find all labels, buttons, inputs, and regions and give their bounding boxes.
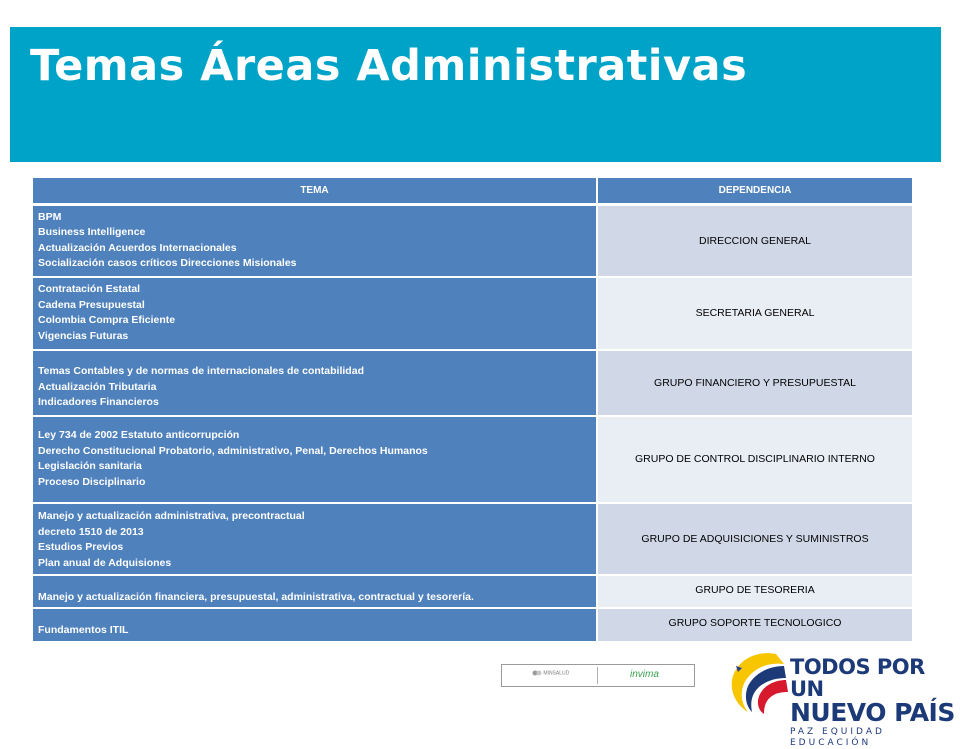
dependencia-cell: SECRETARIA GENERAL bbox=[597, 277, 912, 350]
tema-line: Derecho Constitucional Probatorio, administrativo, Penal, Derechos Humanos bbox=[38, 444, 428, 457]
tema-line: decreto 1510 de 2013 bbox=[38, 525, 144, 538]
tema-line bbox=[38, 354, 591, 364]
table-row bbox=[33, 350, 912, 416]
tema-line: Legislación sanitaria bbox=[38, 460, 142, 472]
tema-line: Colombia Compra Eficiente bbox=[38, 314, 176, 326]
tema-line: BPM bbox=[38, 210, 62, 223]
colombia-flag-swoosh-icon bbox=[728, 646, 790, 716]
tema-line: Cadena Presupuestal bbox=[38, 298, 145, 311]
header-tema: TEMA bbox=[33, 178, 597, 205]
tema-line: Business Intelligence bbox=[38, 226, 146, 239]
brand-line-2: NUEVO PAÍS bbox=[790, 698, 955, 727]
partner-logos bbox=[501, 664, 695, 687]
tema-cell bbox=[33, 608, 597, 642]
minsalud-emblem-icon bbox=[532, 670, 542, 676]
tema-line: Vigencias Futuras bbox=[38, 329, 129, 342]
tema-cell bbox=[33, 416, 597, 503]
tema-line: Ley 734 de 2002 Estatuto anticorrupción bbox=[38, 429, 240, 441]
tema-line: Actualización Acuerdos Internacionales bbox=[38, 241, 237, 254]
table-row bbox=[33, 205, 912, 277]
minsalud-logo-text: MINSALUD bbox=[543, 670, 570, 677]
temas-table bbox=[33, 178, 912, 643]
tema-line: Estudios Previos bbox=[38, 541, 124, 553]
table-row bbox=[33, 575, 912, 609]
brand-line-3: PAZ EQUIDAD EDUCACIÓN bbox=[790, 727, 885, 748]
tema-line: Temas Contables y de normas de internacionales de contabilidad bbox=[38, 365, 364, 378]
table-row bbox=[33, 608, 912, 642]
slide-title: Temas Áreas Administrativas bbox=[30, 41, 748, 91]
tema-line: Indicadores Financieros bbox=[38, 396, 159, 409]
header-dependencia: DEPENDENCIA bbox=[597, 178, 912, 205]
tema-line: Manejo y actualización administrativa, precontractual bbox=[38, 510, 305, 522]
brand-slogan bbox=[790, 656, 960, 749]
tema-line bbox=[38, 611, 591, 623]
table-row bbox=[33, 277, 912, 350]
title-banner bbox=[10, 27, 941, 162]
tema-line: Proceso Disciplinario bbox=[38, 475, 146, 488]
tema-line: Plan anual de Adquisiones bbox=[38, 556, 172, 569]
invima-logo: invima bbox=[630, 669, 659, 680]
tema-cell bbox=[33, 350, 597, 416]
tema-line: Manejo y actualización financiera, presupuestal, administrativa, contractual y tesorería. bbox=[38, 590, 474, 603]
minsalud-logo bbox=[532, 670, 569, 676]
dependencia-cell: DIRECCION GENERAL bbox=[597, 205, 912, 277]
dependencia-cell: GRUPO FINANCIERO Y PRESUPUESTAL bbox=[597, 350, 912, 416]
dependencia-cell: GRUPO DE CONTROL DISCIPLINARIO INTERNO bbox=[597, 416, 912, 503]
tema-cell bbox=[33, 277, 597, 350]
tema-line: Socialización casos críticos Direcciones Misionales bbox=[38, 257, 297, 270]
dependencia-cell: GRUPO SOPORTE TECNOLOGICO bbox=[597, 608, 912, 642]
table-row bbox=[33, 416, 912, 503]
tema-line bbox=[38, 578, 591, 590]
tema-cell bbox=[33, 575, 597, 609]
tema-line: Fundamentos ITIL bbox=[38, 624, 129, 636]
brand-line-1: TODOS POR UN bbox=[790, 655, 925, 701]
tema-line: Contratación Estatal bbox=[38, 283, 141, 295]
table-row bbox=[33, 503, 912, 575]
dependencia-cell: GRUPO DE TESORERIA bbox=[597, 575, 912, 609]
dependencia-cell: GRUPO DE ADQUISICIONES Y SUMINISTROS bbox=[597, 503, 912, 575]
table-header-row bbox=[33, 178, 912, 205]
tema-line: Actualización Tributaria bbox=[38, 380, 157, 393]
tema-cell bbox=[33, 503, 597, 575]
tema-cell bbox=[33, 205, 597, 277]
logo-divider bbox=[597, 667, 598, 684]
